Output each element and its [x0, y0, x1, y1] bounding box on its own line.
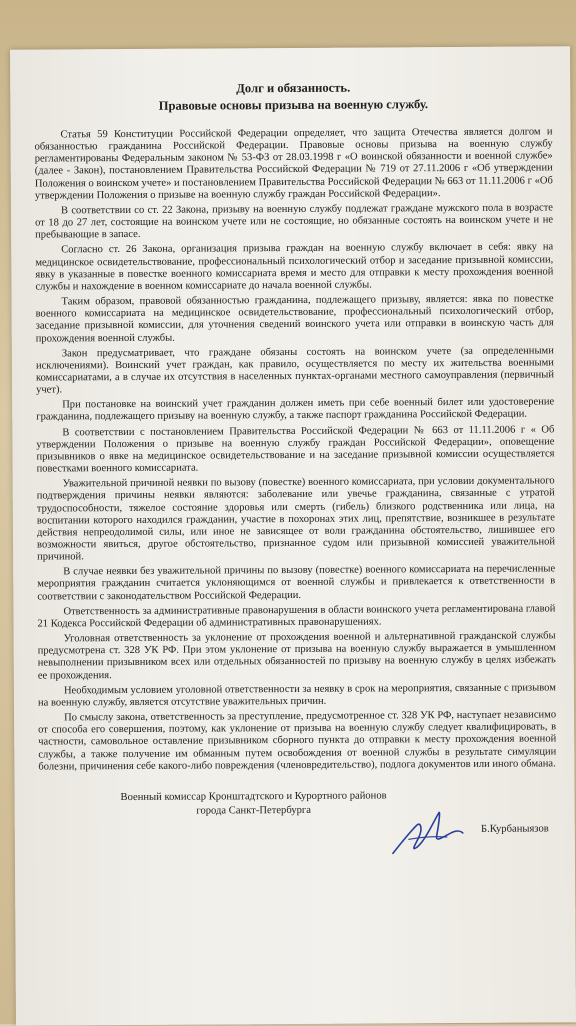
signer-title: Военный комиссар Кронштадтского и Курортного районов [120, 790, 387, 803]
paragraph: Согласно ст. 26 Закона, организация призыва граждан на военную службу включает в себя: явку на медицинское освидетельствование, профессиональный психологический отбор и заседание призывной комиссии, явку в указанные в повестке военного комиссариата время и место для отправки к месту прохождения военной службы и нахождение в военном комиссариате до начала военной службы. [35, 241, 554, 293]
paragraph: Ответственность за административные правонарушения в области воинского учета регламентирована главой 21 Кодекса Российской Федерации об административных правонарушениях. [37, 603, 556, 630]
paragraph: Таким образом, правовой обязанностью гражданина, подлежащего призыву, является: явка по повестке военного комиссариата на медицинское освидетельствование, профессиональный психологический отбор, заседание призывной комиссии, для уточнения сведений воинского учета или отправки в воинскую часть для прохождения военной службы. [35, 293, 554, 345]
document-subtitle: Правовые основы призыва на военную службу. [158, 97, 429, 113]
paragraph: В случае неявки без уважительной причины по вызову (повестке) военного комиссариата на перечисленные мероприятия гражданин считается уклоняющимся от военной службы и привлекается к ответственности в соответствии с законодательством Российской Федерации. [37, 563, 556, 603]
paragraph: При постановке на воинский учет гражданин должен иметь при себе военный билет или удостоверение гражданина, подлежащего призыву на военную службу, а также паспорт гражданина Российской Федерации. [36, 396, 555, 423]
signer-name: Б.Курбаныязов [480, 823, 549, 835]
handwritten-signature [387, 803, 467, 861]
signature-block [39, 788, 557, 861]
paragraph: Необходимым условием уголовной ответственности за неявку в срок на мероприятия, связанные с призывом на военную службу, является отсутствие уважительных причин. [37, 682, 556, 709]
signer-city: города Санкт-Петербурга [196, 804, 312, 817]
paragraph: Статья 59 Конституции Российской Федерации определяет, что защита Отечества является долгом и обязанностью гражданина Российской Федерации. Правовые основы призыва на военную службу регламентированы Федеральным законом № 53-ФЗ от 28.03.1998 г «О воинской обязанности и военной службе» (далее - Закон), постановлением Правительства Российской Федерации № 719 от 27.11.2006 г «Об утверждении Положения о воинском учете» и постановлением Правительства Российской Федерации № 663 от 11.11.2006 г «Об утверждении Положения о призыве на военную службу граждан Российской Федерации». [34, 126, 553, 202]
document-title: Долг и обязанность. [236, 80, 351, 96]
paragraph: Закон предусматривает, что граждане обязаны состоять на воинском учете (за определенными исключениями). Воинский учет граждан, как правило, осуществляется по месту их жительства военными комиссариатами, а в случае их отсутствия в населенных пунктах-органами местного самоуправления (первичный учет). [35, 345, 555, 396]
paragraph: По смыслу закона, ответственность за преступление, предусмотренное ст. 328 УК РФ, наступает независимо от способа его совершения, поэтому, как уклонение от призыва на военную службу следует квалифицировать, в частности, самовольное оставление призывником сборного пункта до отправки к месту прохождения военной службы, а также получение им обманным путем освобождения от военной службы в результате симуляции болезни, причинения себе какого-либо повреждения (членовредительство), подлога документов или иного обмана. [38, 709, 557, 773]
paragraph: Уважительной причиной неявки по вызову (повестке) военного комиссариата, при условии документального подтверждения причины неявки являются: заболевание или увечье гражданина, связанные с утратой трудоспособности, тяжелое состояние здоровья или смерть (гибель) близкого родственника или лица, на воспитании которого находился гражданин, участие в похоронах этих лиц, препятствие, возникшее в результате действия непреодолимой силы, или иное не зависящее от воли гражданина обстоятельство, лишившее его возможности явиться, другое обстоятельство, признанное судом или призывной комиссией уважительной причиной. [36, 475, 556, 563]
paragraph: В соответствии со ст. 22 Закона, призыву на военную службу подлежат граждане мужского пола в возрасте от 18 до 27 лет, состоящие на воинском учете или не состоящие, но обязанные состоять на воинском учете и не пребывающие в запасе. [35, 202, 554, 241]
paragraph: Уголовная ответственность за уклонение от прохождения военной и альтернативной гражданской службы предусмотрена ст. 328 УК РФ. При этом уклонение от призыва на военную службу выражается в умышленном невыполнении призывником всех или отдельных обязанностей по призыву на военную службу в целях избежать ее прохождения. [37, 630, 556, 682]
document-body [34, 126, 556, 773]
paragraph: В соответствии с постановлением Правительства Российской Федерации № 663 от 11.11.2006 г « Об утверждении Положения о призыве на военную службу граждан Российской Федерации», оповещение призывников о явке на медицинское освидетельствование и на заседание призывной комиссии осуществляется повестками военного комиссариата. [36, 423, 555, 475]
document-page [10, 46, 576, 1025]
